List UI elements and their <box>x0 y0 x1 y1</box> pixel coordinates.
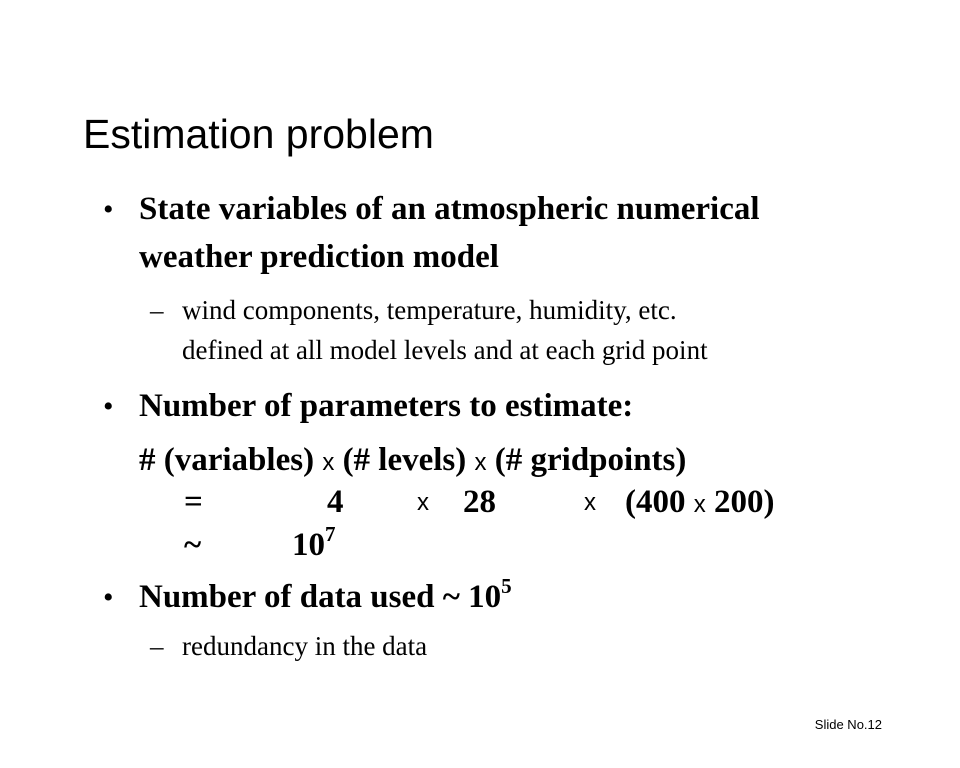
bullet-2-line-1: Number of parameters to estimate: <box>139 388 634 424</box>
times-symbol: x <box>584 489 596 516</box>
bullet-1-line-1: State variables of an atmospheric numerical <box>139 191 760 227</box>
formula-line <box>139 437 686 486</box>
times-symbol: x <box>417 489 429 516</box>
bullet-1-line-2: weather prediction model <box>139 239 499 275</box>
total-base: 10 <box>292 527 325 563</box>
bullet-marker: • <box>103 193 114 226</box>
formula-term-variables: # (variables) <box>139 442 315 478</box>
equals-sign: = <box>184 484 203 520</box>
bullet-3-text: Number of data used ~ 10 <box>139 579 502 615</box>
bullet-3-line <box>139 574 512 621</box>
bullet-marker: • <box>103 581 114 614</box>
sub-bullet-3: redundancy in the data <box>182 631 428 661</box>
times-symbol: x <box>474 449 487 476</box>
total-exponent: 7 <box>325 522 336 546</box>
sub-bullet-marker: – <box>150 295 164 325</box>
value-gridpoints <box>625 479 775 528</box>
value-gridpoints-open: (400 <box>625 484 686 520</box>
times-symbol: x <box>693 491 706 518</box>
bullet-3-exponent: 5 <box>501 574 512 598</box>
sub-bullet-1-line-1: wind components, temperature, humidity, etc. <box>182 295 677 325</box>
value-levels: 28 <box>463 484 496 520</box>
bullet-marker: • <box>103 390 114 423</box>
formula-term-levels: (# levels) <box>342 442 467 478</box>
value-variables: 4 <box>327 484 344 520</box>
total-parameters <box>292 522 336 569</box>
approx-sign: ~ <box>184 527 202 563</box>
times-symbol: x <box>322 449 335 476</box>
value-gridpoints-close: 200) <box>714 484 775 520</box>
slide-number: Slide No.12 <box>814 717 882 732</box>
formula-term-gridpoints: (# gridpoints) <box>494 442 687 478</box>
sub-bullet-1-line-2: defined at all model levels and at each grid point <box>182 335 708 365</box>
slide-title: Estimation problem <box>83 111 434 157</box>
sub-bullet-marker: – <box>150 631 164 661</box>
